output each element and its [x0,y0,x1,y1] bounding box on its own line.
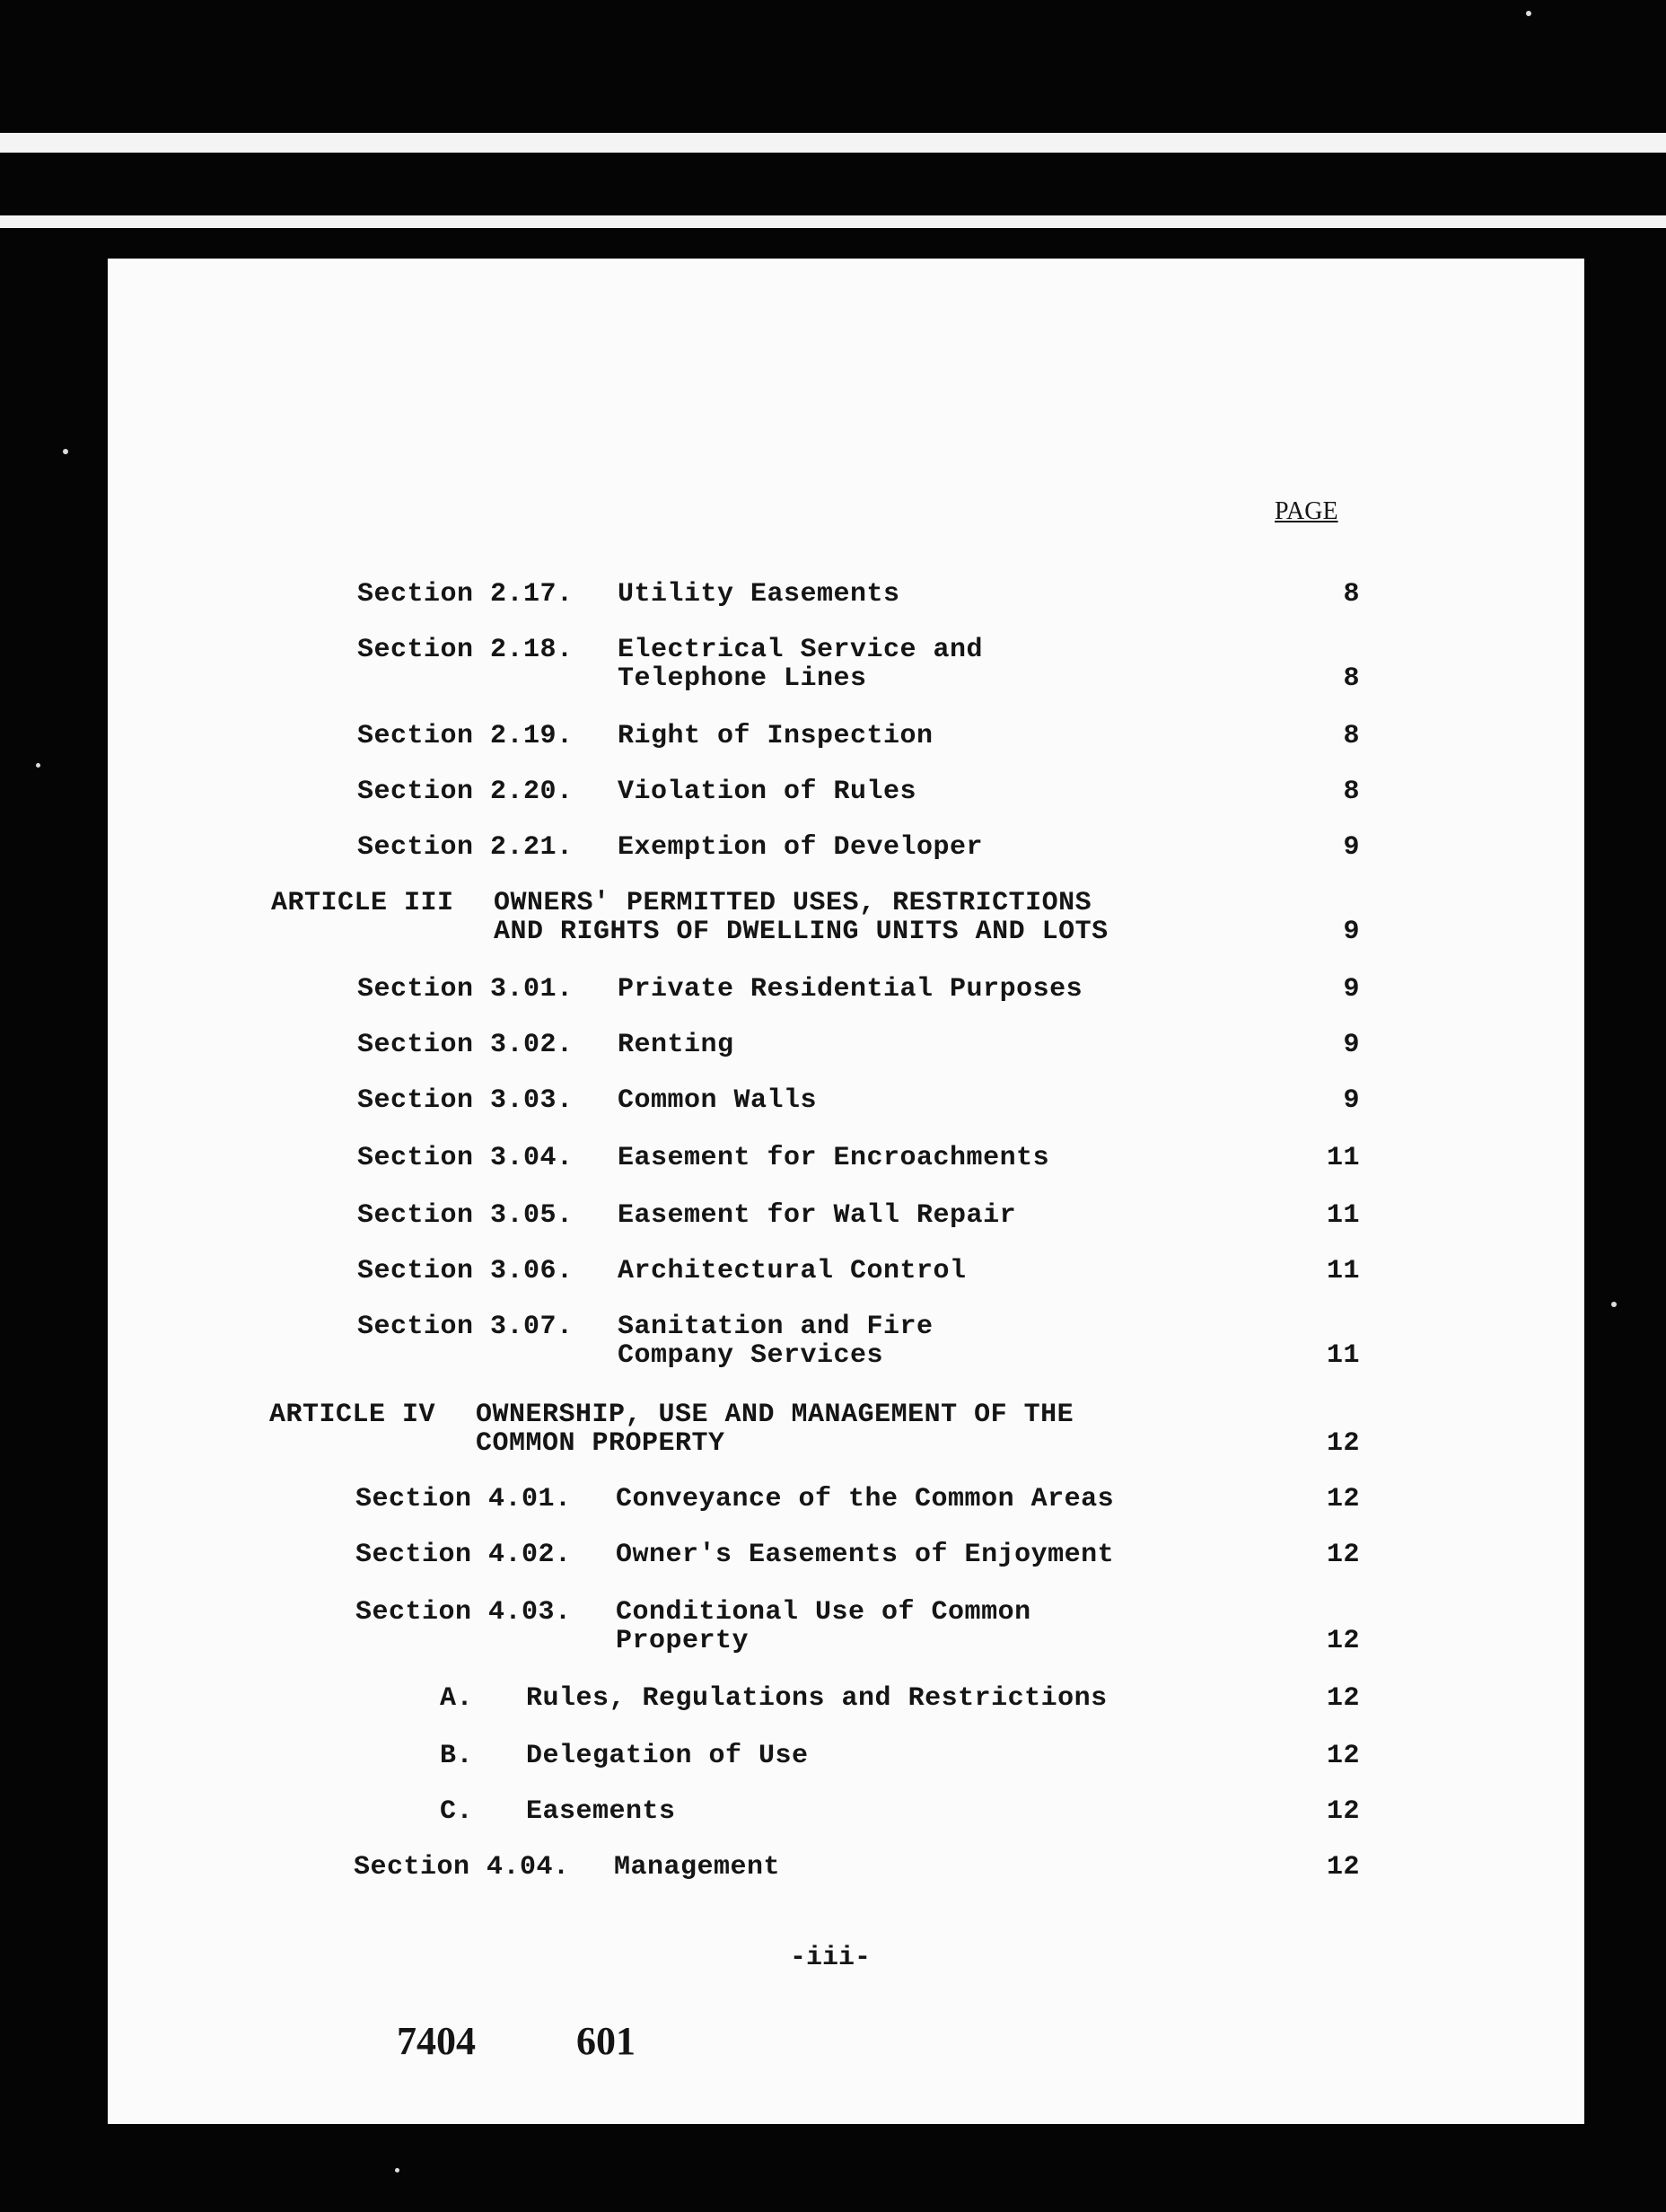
toc-entry-page: 12 [1326,1796,1360,1827]
toc-entry-title-line: Rules, Regulations and Restrictions [526,1683,1108,1714]
toc-entry-title [526,1742,809,1770]
toc-entry-title [618,1086,817,1115]
record-stamp-number: 7404 [397,2019,476,2063]
toc-entry-number: Section 3.02. [357,1030,574,1060]
toc-entry-page: 12 [1326,1626,1360,1656]
toc-entry-page: 12 [1326,1484,1360,1514]
scan-speck [1611,1302,1617,1307]
toc-entry-title-line: Violation of Rules [618,777,917,807]
toc-entry-title-line: Easements [526,1796,676,1827]
toc-entry-title [526,1684,1108,1713]
toc-entry-page: 8 [1343,777,1360,807]
toc-entry-title [618,1201,1016,1230]
page-number: -iii- [790,1943,872,1973]
toc-entry-title-line: OWNERS' PERMITTED USES, RESTRICTIONS [494,888,1092,918]
toc-entry-title-line: Common Walls [618,1085,818,1116]
document-page [108,259,1584,2124]
toc-entry-title-line: Property [616,1626,750,1656]
toc-entry-title [618,975,1083,1004]
toc-entry-number: Section 3.04. [357,1143,574,1173]
toc-entry-page: 9 [1343,1085,1360,1116]
scan-speck [1526,11,1531,16]
toc-entry-page: 12 [1326,1683,1360,1714]
toc-entry-title-line: Easement for Encroachments [618,1143,1050,1173]
toc-entry-title [618,1031,734,1059]
toc-entry-number: Section 4.03. [355,1597,572,1628]
scan-speck [395,2168,399,2172]
table-of-contents [108,259,1584,2124]
toc-entry-page: 12 [1326,1540,1360,1570]
toc-entry-title [616,1485,1114,1514]
toc-entry-title-line: Renting [618,1030,734,1060]
toc-entry-title-line: Conditional Use of Common [616,1597,1031,1628]
toc-entry-number: Section 3.07. [357,1312,574,1342]
toc-entry-page: 9 [1343,974,1360,1005]
toc-entry-page: 12 [1326,1741,1360,1771]
toc-entry-page: 11 [1326,1143,1360,1173]
toc-entry-title [616,1540,1114,1569]
toc-entry-number: B. [440,1741,474,1771]
toc-entry-title [618,777,916,806]
toc-entry-title [614,1853,780,1882]
toc-entry-title-line: Architectural Control [618,1256,967,1286]
toc-entry-title-line: Right of Inspection [618,721,934,751]
toc-entry-page: 9 [1343,917,1360,947]
toc-entry-title [618,636,983,693]
toc-entry-title-line: Conveyance of the Common Areas [616,1484,1115,1514]
toc-entry-page: 11 [1326,1340,1360,1371]
scan-artifact-band [0,133,1666,153]
toc-entry-title [618,1257,967,1286]
toc-entry-number: Section 3.06. [357,1256,574,1286]
toc-entry-number: Section 2.17. [357,579,574,610]
toc-entry-title-line: Management [614,1852,781,1883]
toc-entry-number: Section 2.21. [357,832,574,863]
toc-entry-title-line: OWNERSHIP, USE AND MANAGEMENT OF THE [476,1400,1074,1430]
toc-entry-page: 8 [1343,579,1360,610]
toc-entry-title-line: AND RIGHTS OF DWELLING UNITS AND LOTS [494,917,1109,947]
toc-entry-number: Section 3.05. [357,1200,574,1231]
toc-entry-page: 12 [1326,1428,1360,1459]
scan-speck [36,763,40,768]
toc-entry-title-line: Electrical Service and [618,635,984,665]
toc-entry-title-line: Telephone Lines [618,663,867,694]
toc-entry-number: Section 2.18. [357,635,574,665]
toc-entry-title-line: Exemption of Developer [618,832,984,863]
toc-entry-number: Section 4.01. [355,1484,572,1514]
toc-entry-title [526,1797,676,1826]
toc-entry-number: ARTICLE IV [269,1400,436,1430]
toc-entry-number: Section 3.03. [357,1085,574,1116]
toc-entry-number: Section 2.19. [357,721,574,751]
page-column-header: PAGE [1275,497,1338,525]
toc-entry-title-line: Easement for Wall Repair [618,1200,1017,1231]
record-stamp-number: 601 [576,2019,636,2063]
scan-artifact-band [0,215,1666,228]
toc-entry-title-line: Delegation of Use [526,1741,809,1771]
toc-entry-page: 11 [1326,1200,1360,1231]
toc-entry-title [618,833,983,862]
toc-entry-title-line: Company Services [618,1340,884,1371]
toc-entry-title [476,1400,1074,1458]
toc-entry-page: 12 [1326,1852,1360,1883]
toc-entry-title-line: Private Residential Purposes [618,974,1083,1005]
toc-entry-number: Section 2.20. [357,777,574,807]
toc-entry-title-line: Utility Easements [618,579,900,610]
toc-entry-number: Section 3.01. [357,974,574,1005]
toc-entry-title [616,1598,1031,1655]
toc-entry-number: C. [440,1796,474,1827]
toc-entry-title-line: Owner's Easements of Enjoyment [616,1540,1115,1570]
toc-entry-page: 8 [1343,721,1360,751]
toc-entry-title [618,1312,934,1370]
toc-entry-title [618,722,934,750]
toc-entry-page: 11 [1326,1256,1360,1286]
toc-entry-title [618,1144,1049,1172]
toc-entry-number: Section 4.04. [354,1852,570,1883]
toc-entry-number: ARTICLE III [271,888,454,918]
toc-entry-page: 9 [1343,1030,1360,1060]
toc-entry-number: Section 4.02. [355,1540,572,1570]
toc-entry-title-line: Sanitation and Fire [618,1312,934,1342]
toc-entry-page: 9 [1343,832,1360,863]
toc-entry-page: 8 [1343,663,1360,694]
toc-entry-title [494,889,1109,946]
toc-entry-number: A. [440,1683,474,1714]
toc-entry-title [618,580,900,609]
toc-entry-title-line: COMMON PROPERTY [476,1428,725,1459]
scan-speck [63,449,68,454]
